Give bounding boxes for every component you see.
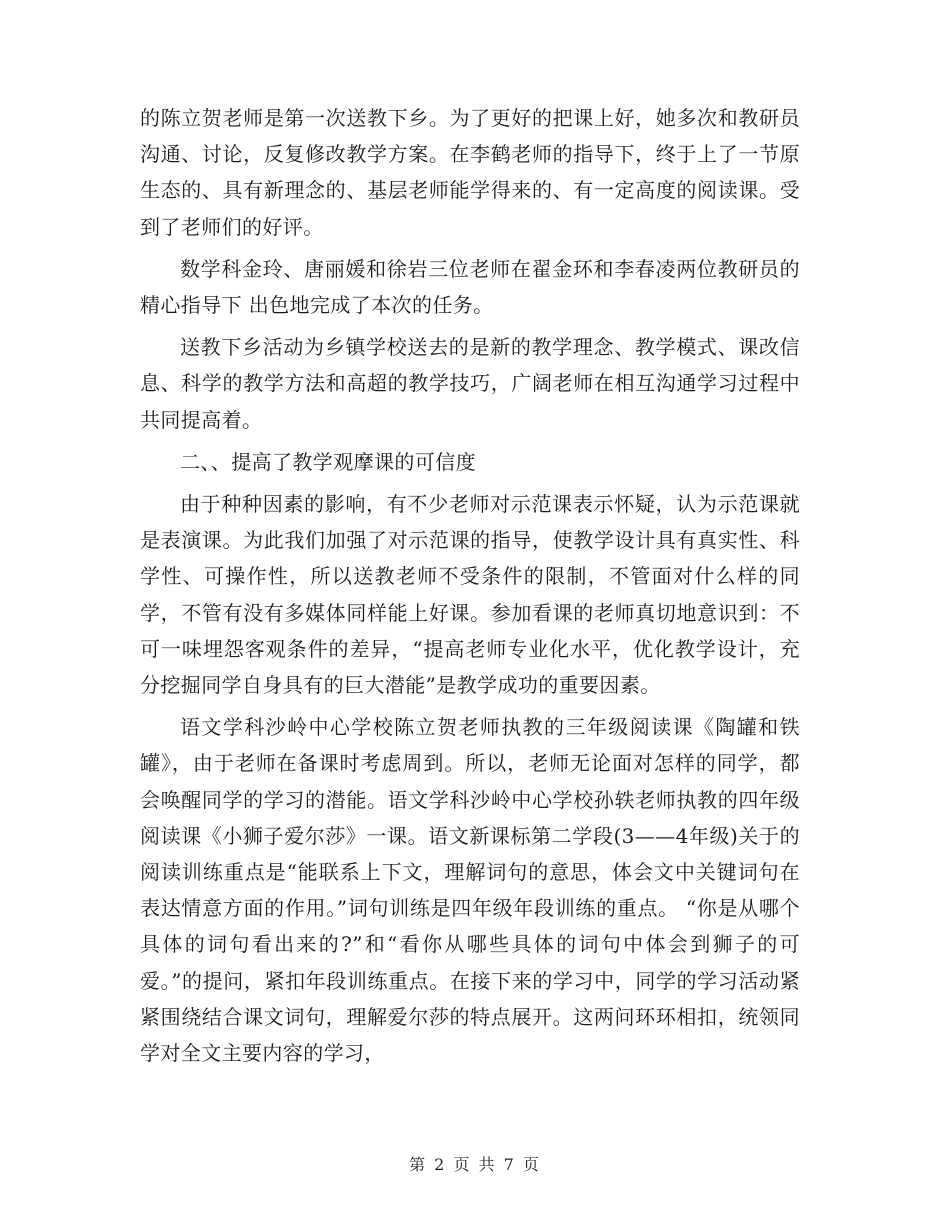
section-heading-credibility: 二、、提高了教学观摩课的可信度 (180, 449, 476, 474)
document-body (140, 100, 800, 1077)
paragraph-activity-summary: 送教下乡活动为乡镇学校送去的是新的教学理念、教学模式、课改信息、科学的教学方法和高超的教学技巧，广阔老师在相互沟通学习过程中共同提高着。 (140, 335, 800, 432)
paragraph-chinese-lessons: 语文学科沙岭中心学校陈立贺老师执教的三年级阅读课《陶罐和铁罐》，由于老师在备课时考虑周到。所以，老师无论面对怎样的同学，都会唤醒同学的学习的潜能。语文学科沙岭中心学校孙轶老师执教的四年级阅读课《小狮子爱尔莎》一课。语文新课标第二学段(3——4年级)关于的阅读训练重点是“能联系上下文，理解词句的意思，体会文中关键词句在表达情意方面的作用。”词句训练是四年级年段训练的重点。 “你是从哪个具体的词句看出来的?”和“看你从哪些具体的词句中体会到狮子的可爱。”的提问，紧扣年段训练重点。在接下来的学习中，同学的学习活动紧紧围绕结合课文词句，理解爱尔莎的特点展开。这两问环环相扣，统领同学对全文主要内容的学习， (140, 715, 800, 1066)
paragraph-continuation: 的陈立贺老师是第一次送教下乡。为了更好的把课上好，她多次和教研员沟通、讨论，反复修改教学方案。在李鹤老师的指导下，终于上了一节原生态的、具有新理念的、基层老师能学得来的、有一定高度的阅读课。受到了老师们的好评。 (140, 106, 800, 239)
paragraph-demo-lesson: 由于种种因素的影响，有不少老师对示范课表示怀疑，认为示范课就是表演课。为此我们加强了对示范课的指导，使教学设计具有真实性、科学性、可操作性，所以送教老师不受条件的限制，不管面对什么样的同学，不管有没有多媒体同样能上好课。参加看课的老师真切地意识到：不可一味埋怨客观条件的差异，“提高老师专业化水平，优化教学设计，充分挖掘同学自身具有的巨大潜能”是教学成功的重要因素。 (140, 492, 800, 698)
page-number-footer: 第 2 页 共 7 页 (409, 1155, 541, 1174)
paragraph-math-teachers: 数学科金玲、唐丽媛和徐岩三位老师在翟金环和李春凌两位教研员的精心指导下 出色地完成了本次的任务。 (140, 256, 800, 318)
